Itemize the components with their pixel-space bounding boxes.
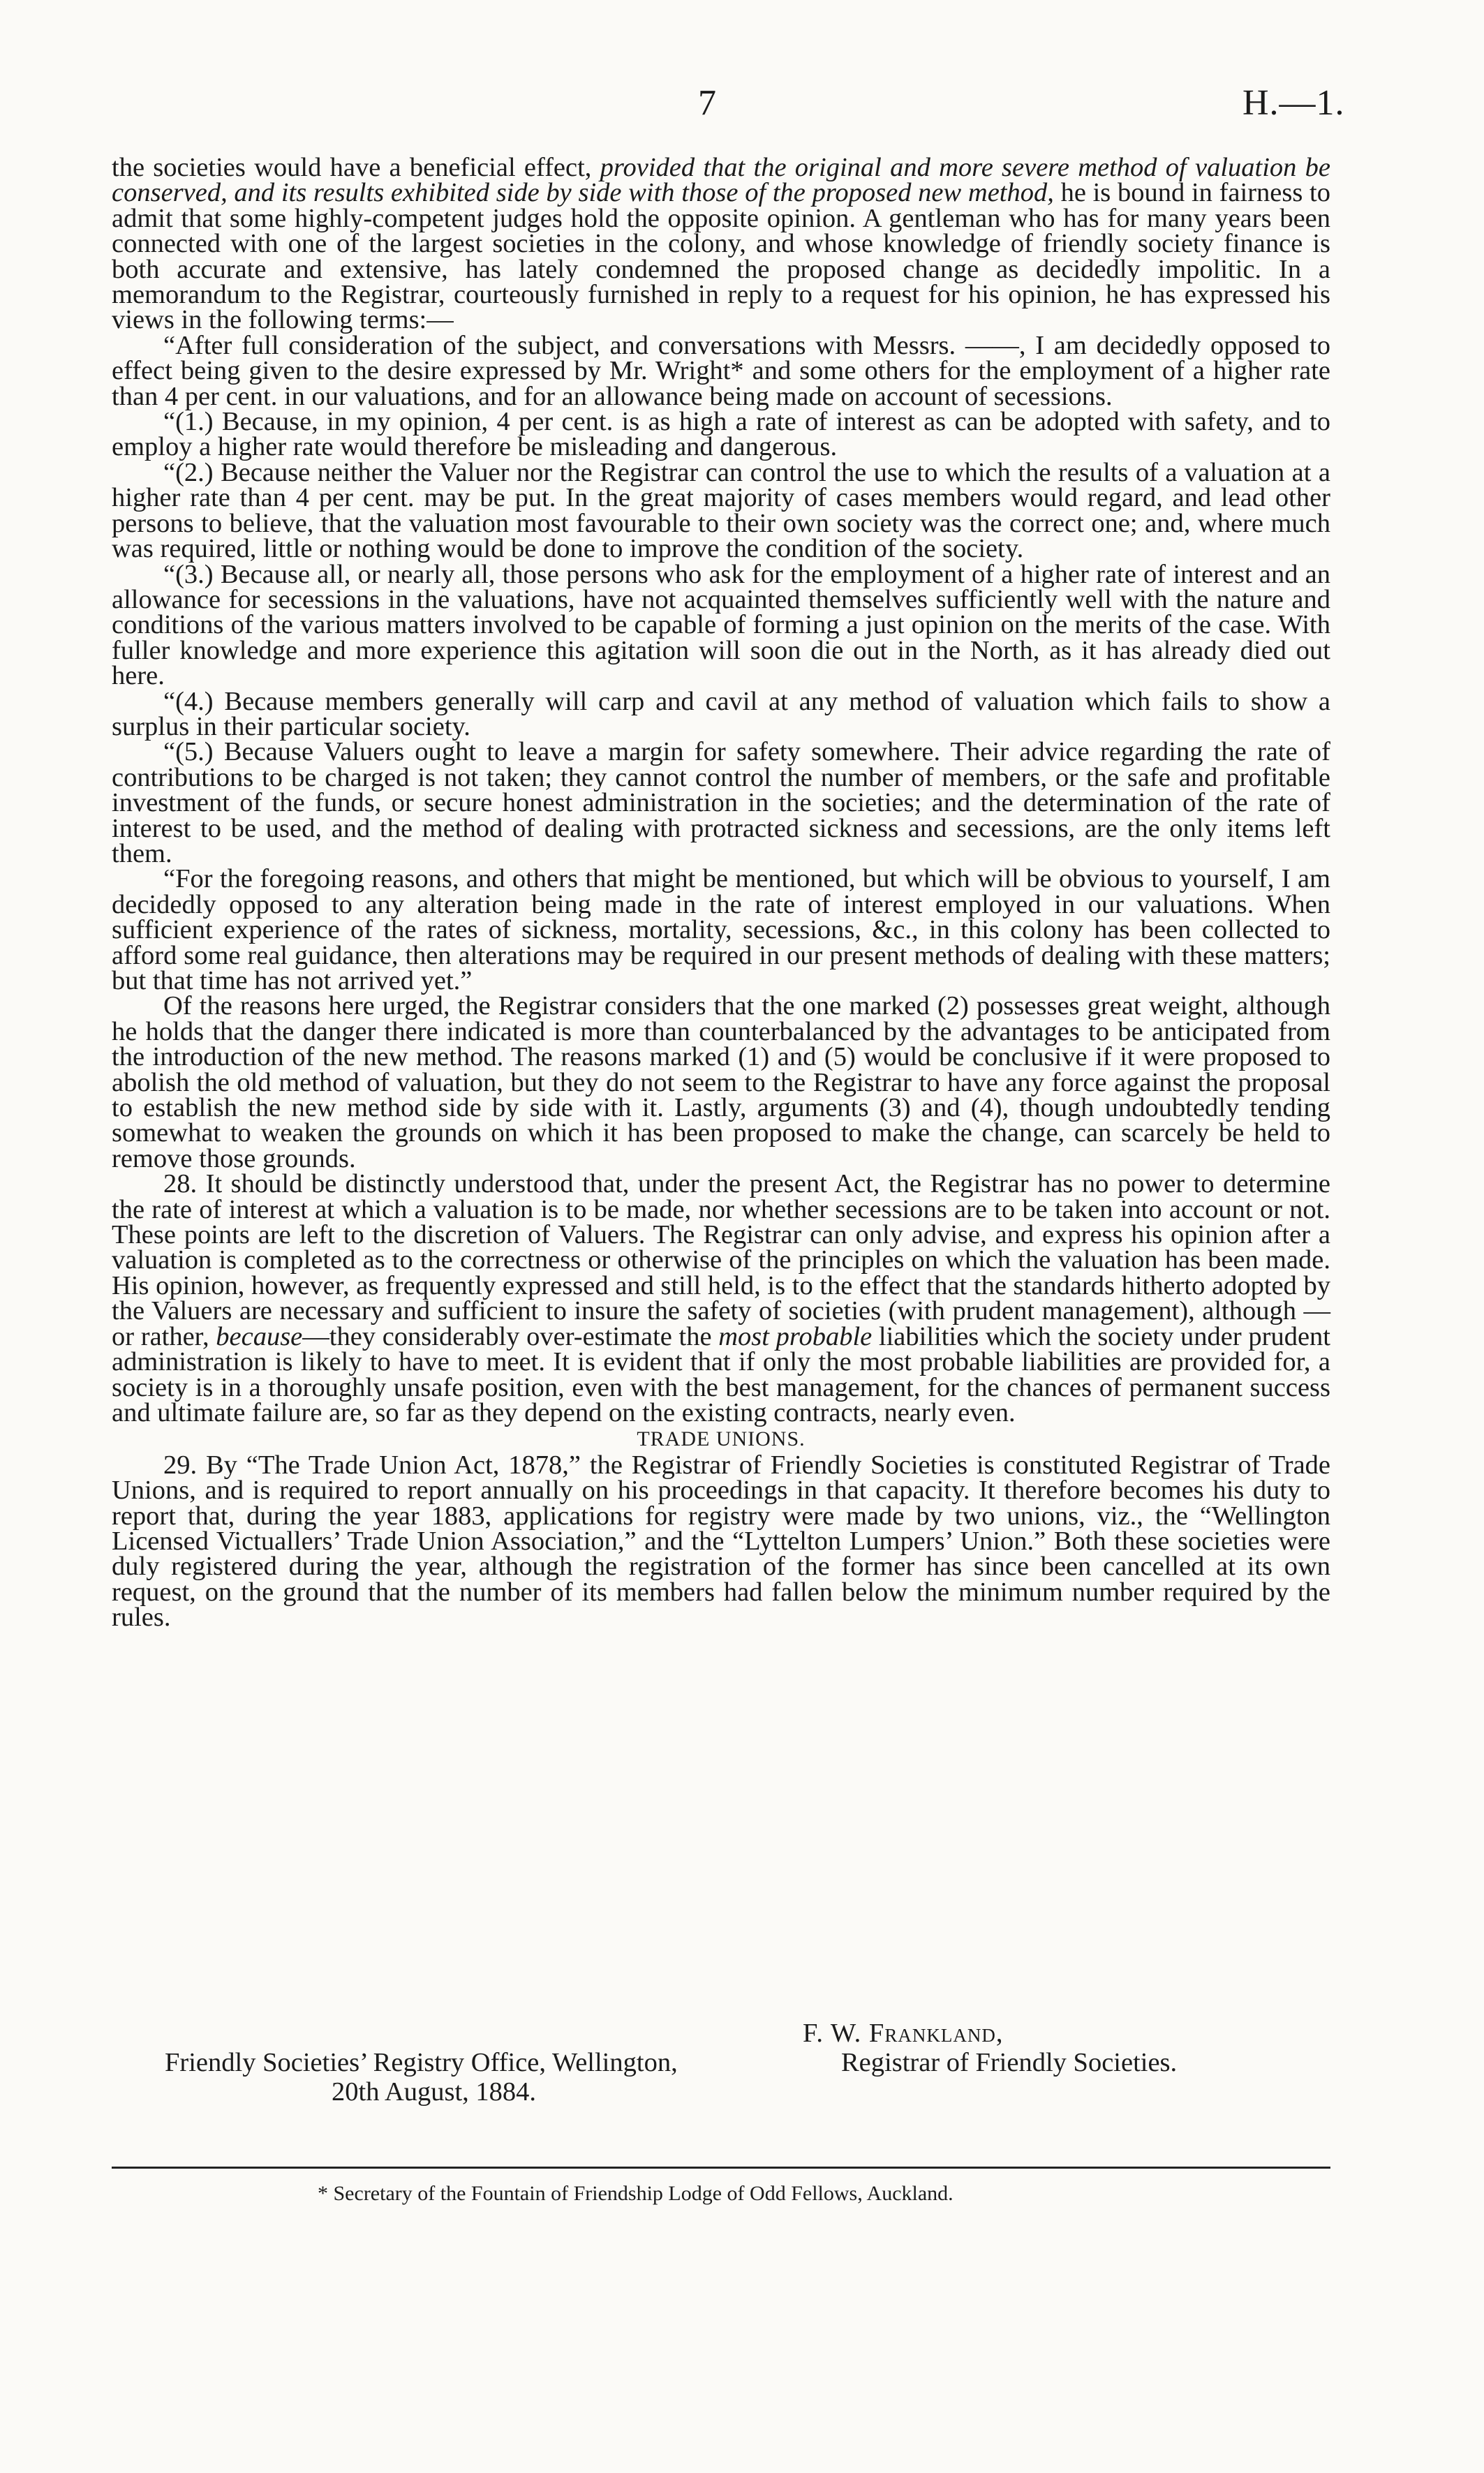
text-run: —they considerably over-estimate the (302, 1321, 719, 1351)
document-reference: H.—1. (1242, 83, 1345, 123)
section-heading: TRADE UNIONS. (637, 1427, 806, 1451)
quote-paragraph-reason-2: “(2.) Because neither the Valuer nor the Registrar can control the use to which the results of a valuation at a higher rate than 4 per cent. may be put. In the great majority of cases members would regard, and lead other persons to believe, that the valuation most favourable to their own society was the correct one; and, where much was required, little or nothing would be done to improve the condition of the society. (112, 457, 1330, 564)
italic-run: because (216, 1321, 303, 1351)
body-text (112, 155, 1330, 1631)
text-run: he is bound in fairness to admit that some highly-competent judges hold the opposite opinion. A gentleman who has for many years been connected with one of the largest societies in the colony, and whose knowledge of friendly society finance is both accurate and extensive, has lately condemned the proposed change as decidedly impolitic. In a memorandum to the Registrar, courteously furnished in reply to a request for his opinion, he has expressed his views in the following terms:— (112, 178, 1330, 335)
quote-paragraph-reason-3: “(3.) Because all, or nearly all, those persons who ask for the employment of a higher rate of interest and an allowance for secessions in the valuations, have not acquainted themselves sufficiently well with the nature and conditions of the various matters involved to be capable of forming a just opinion on the merits of the case. With fuller knowledge and more experience this agitation will soon die out in the North, as it has already died out here. (112, 559, 1330, 691)
text-run: 28. It should be distinctly understood that, under the present Act, the Registrar has no power to determine the rate of interest at which a valuation is to be made, nor whether secessions are to be taken into account or not. These points are left to the discretion of Valuers. The Registrar can only advise, and express his opinion after a valuation is completed as to the correctness or otherwise of the principles on which the valuation has been made. His opinion, however, as frequently expressed and still held, is to the effect that the standards hitherto adopted by the Valuers are necessary and sufficient to insure the safety of societies (with prudent management), although —or rather, (112, 1169, 1330, 1351)
quote-paragraph-conclusion: “For the foregoing reasons, and others that might be mentioned, but which will be obvious to yourself, I am decidedly opposed to any alteration being made in the rate of interest employed in our valuations. When sufficient experience of the rates of sickness, mortality, secessions, &c., in this colony has been collected to afford some real guidance, then alterations may be required in our present methods of dealing with these matters; but that time has not arrived yet.” (112, 864, 1330, 995)
signatory-title: Registrar of Friendly Societies. (841, 2048, 1178, 2077)
italic-run: most probable (718, 1321, 873, 1351)
signatory-name: F. W. Frankland, (803, 2019, 1004, 2048)
italic-run: provided that the original and more severe method of valuation be conserved, and its results exhibited side by side with those of the proposed new method, (112, 153, 1330, 208)
office-address: Friendly Societies’ Registry Office, Wellington, (165, 2048, 678, 2077)
paragraph-29: 29. By “The Trade Union Act, 1878,” the Registrar of Friendly Societies is constituted Registrar of Trade Unions, and is required to report annually on his proceedings in that capacity. It therefore becomes his duty to report that, during the year 1883, applications for registry were made by two unions, viz., the “Wellington Licensed Victuallers’ Trade Union Association,” and the “Lyttelton Lumpers’ Union.” Both these societies were duly registered during the year, although the registration of the former has since been cancelled at its own request, on the ground that the number of its members had fallen below the minimum number required by the rules. (112, 1450, 1330, 1633)
paragraph-28 (112, 1171, 1330, 1425)
quote-paragraph-reason-5: “(5.) Because Valuers ought to leave a margin for safety somewhere. Their advice regarding the rate of contributions to be charged is not taken; they cannot control the number of members, or the safe and profitable investment of the funds, or secure honest administration in the societies; and the determination of the rate of interest to be used, and the method of dealing with protracted sickness and secessions, are the only items left them. (112, 737, 1330, 868)
paragraph-reasons: Of the reasons here urged, the Registrar considers that the one marked (2) possesses great weight, although he holds that the danger there indicated is more than counterbalanced by the advantages to be anticipated from the introduction of the new method. The reasons marked (1) and (5) would be conclusive if it were proposed to abolish the old method of valuation, but they do not seem to the Registrar to have any force against the proposal to establish the new method side by side with it. Lastly, arguments (3) and (4), though undoubtedly tending somewhat to weaken the grounds on which it has been proposed to make the change, can scarcely be held to remove those grounds. (112, 991, 1330, 1173)
quote-paragraph-reason-1: “(1.) Because, in my opinion, 4 per cent. is as high a rate of interest as can be adopted with safety, and to employ a higher rate would therefore be misleading and dangerous. (112, 407, 1330, 462)
paragraph-continued (112, 155, 1330, 333)
footnote: * Secretary of the Fountain of Friendship Lodge of Odd Fellows, Auckland. (318, 2182, 954, 2205)
text-run: the societies would have a beneficial effect, (112, 153, 600, 182)
page-number: 7 (698, 83, 716, 123)
quote-paragraph-intro: “After full consideration of the subject, and conversations with Messrs. ——, I am decidedly opposed to effect being given to the desire expressed by Mr. Wright* and some others for the employment of a higher rate than 4 per cent. in our valuations, and for an allowance being made on account of secessions. (112, 330, 1330, 411)
footnote-divider (112, 2167, 1330, 2169)
quote-paragraph-reason-4: “(4.) Because members generally will carp and cavil at any method of valuation which fails to show a surplus in their particular society. (112, 686, 1330, 741)
signature-date: 20th August, 1884. (332, 2077, 537, 2107)
text-run: liabilities which the society under prudent administration is likely to have to meet. It is evident that if only the most probable liabilities are provided for, a society is in a thoroughly unsafe position, even with the best management, for the chances of permanent success and ultimate failure are, so far as they depend on the existing contracts, nearly even. (112, 1321, 1330, 1427)
